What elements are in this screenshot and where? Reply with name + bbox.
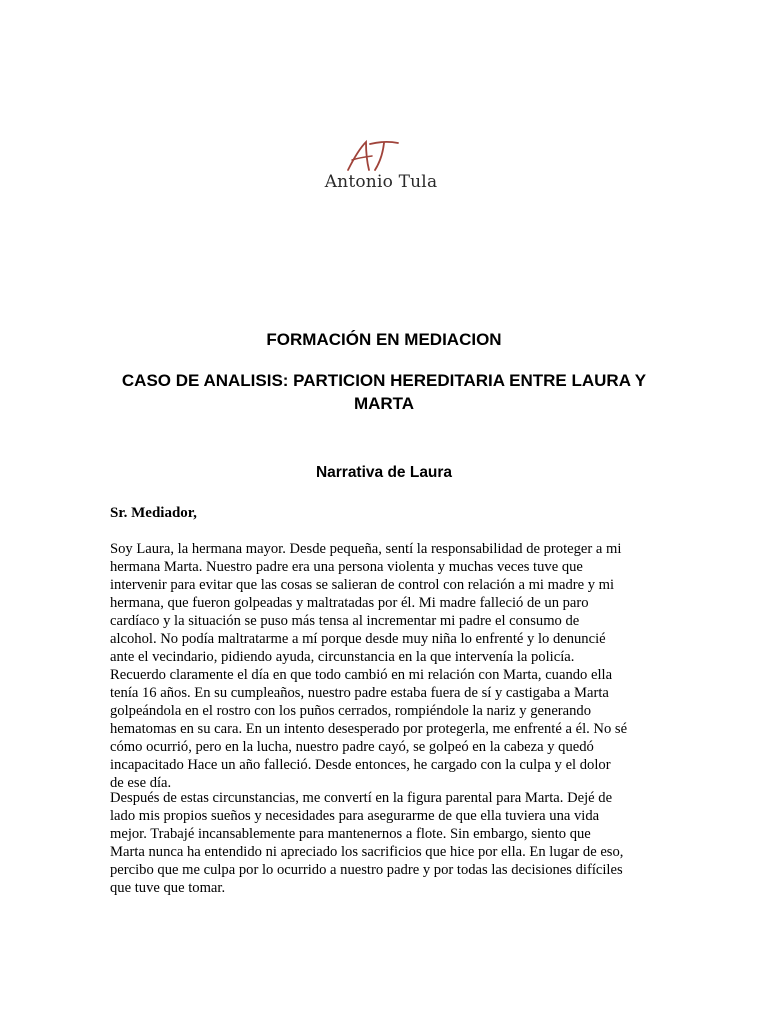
text-line: hermana, que fueron golpeadas y maltratadas por él. Mi madre falleció de un paro [110,595,589,611]
text-line: Después de estas circunstancias, me convertí en la figura parental para Marta. Dejé de [110,790,613,806]
text-line: Soy Laura, la hermana mayor. Desde pequeña, sentí la responsabilidad de proteger a mi [110,541,622,557]
logo-name: Antonio Tula [324,172,438,192]
text-line: mejor. Trabajé incansablemente para mantenernos a flote. Sin embargo, siento que [110,826,591,842]
text-line: cómo ocurrió, pero en la lucha, nuestro padre cayó, se golpeó en la cabeza y quedó [110,739,594,755]
text-line: que tuve que tomar. [110,880,226,896]
text-line: tenía 16 años. En su cumpleaños, nuestro padre estaba fuera de sí y castigaba a Marta [110,685,609,701]
antonio-tula-logo [322,138,440,198]
case-title-line: MARTA [353,394,415,413]
salutation: Sr. Mediador, [110,505,197,521]
text-line: golpeándola en el rostro con los puños cerrados, rompiéndole la nariz y generando [110,703,592,719]
text-line: incapacitado Hace un año falleció. Desde entonces, he cargado con la culpa y el dolor [110,757,611,773]
case-title-line: CASO DE ANALISIS: PARTICION HEREDITARIA ENTRE LAURA Y [121,371,647,390]
text-line: Marta nunca ha entendido ni apreciado los sacrificios que hice por ella. En lugar de eso, [110,844,624,860]
text-line: Recuerdo claramente el día en que todo cambió en mi relación con Marta, cuando ella [110,667,613,683]
text-line: intervenir para evitar que las cosas se salieran de control con relación a mi madre y mi [110,577,615,593]
text-line: cardíaco y la situación se puso más tensa al incrementar mi padre el consumo de [110,613,580,629]
text-line: alcohol. No podía maltratarme a mí porque desde muy niña lo enfrenté y lo denuncié [110,631,606,647]
text-line: lado mis propios sueños y necesidades para asegurarme de que ella tuviera una vida [110,808,600,824]
text-line: hematomas en su cara. En un intento desesperado por protegerla, me enfrenté a él. No sé [110,721,628,737]
document-title: FORMACIÓN EN MEDIACION [266,330,502,349]
text-line: de ese día. [110,775,172,791]
at-monogram-icon [342,138,402,174]
text-line: percibo que me culpa por lo ocurrido a nuestro padre y por todas las decisiones difíciles [110,862,623,878]
case-title [60,369,708,415]
paragraph-2 [110,789,666,897]
narrative-heading: Narrativa de Laura [315,464,453,481]
text-line: ante el vecindario, pidiendo ayuda, circunstancia en la que intervenía la policía. [110,649,575,665]
paragraph-1 [110,540,666,792]
text-line: hermana Marta. Nuestro padre era una persona violenta y muchas veces tuve que [110,559,583,575]
